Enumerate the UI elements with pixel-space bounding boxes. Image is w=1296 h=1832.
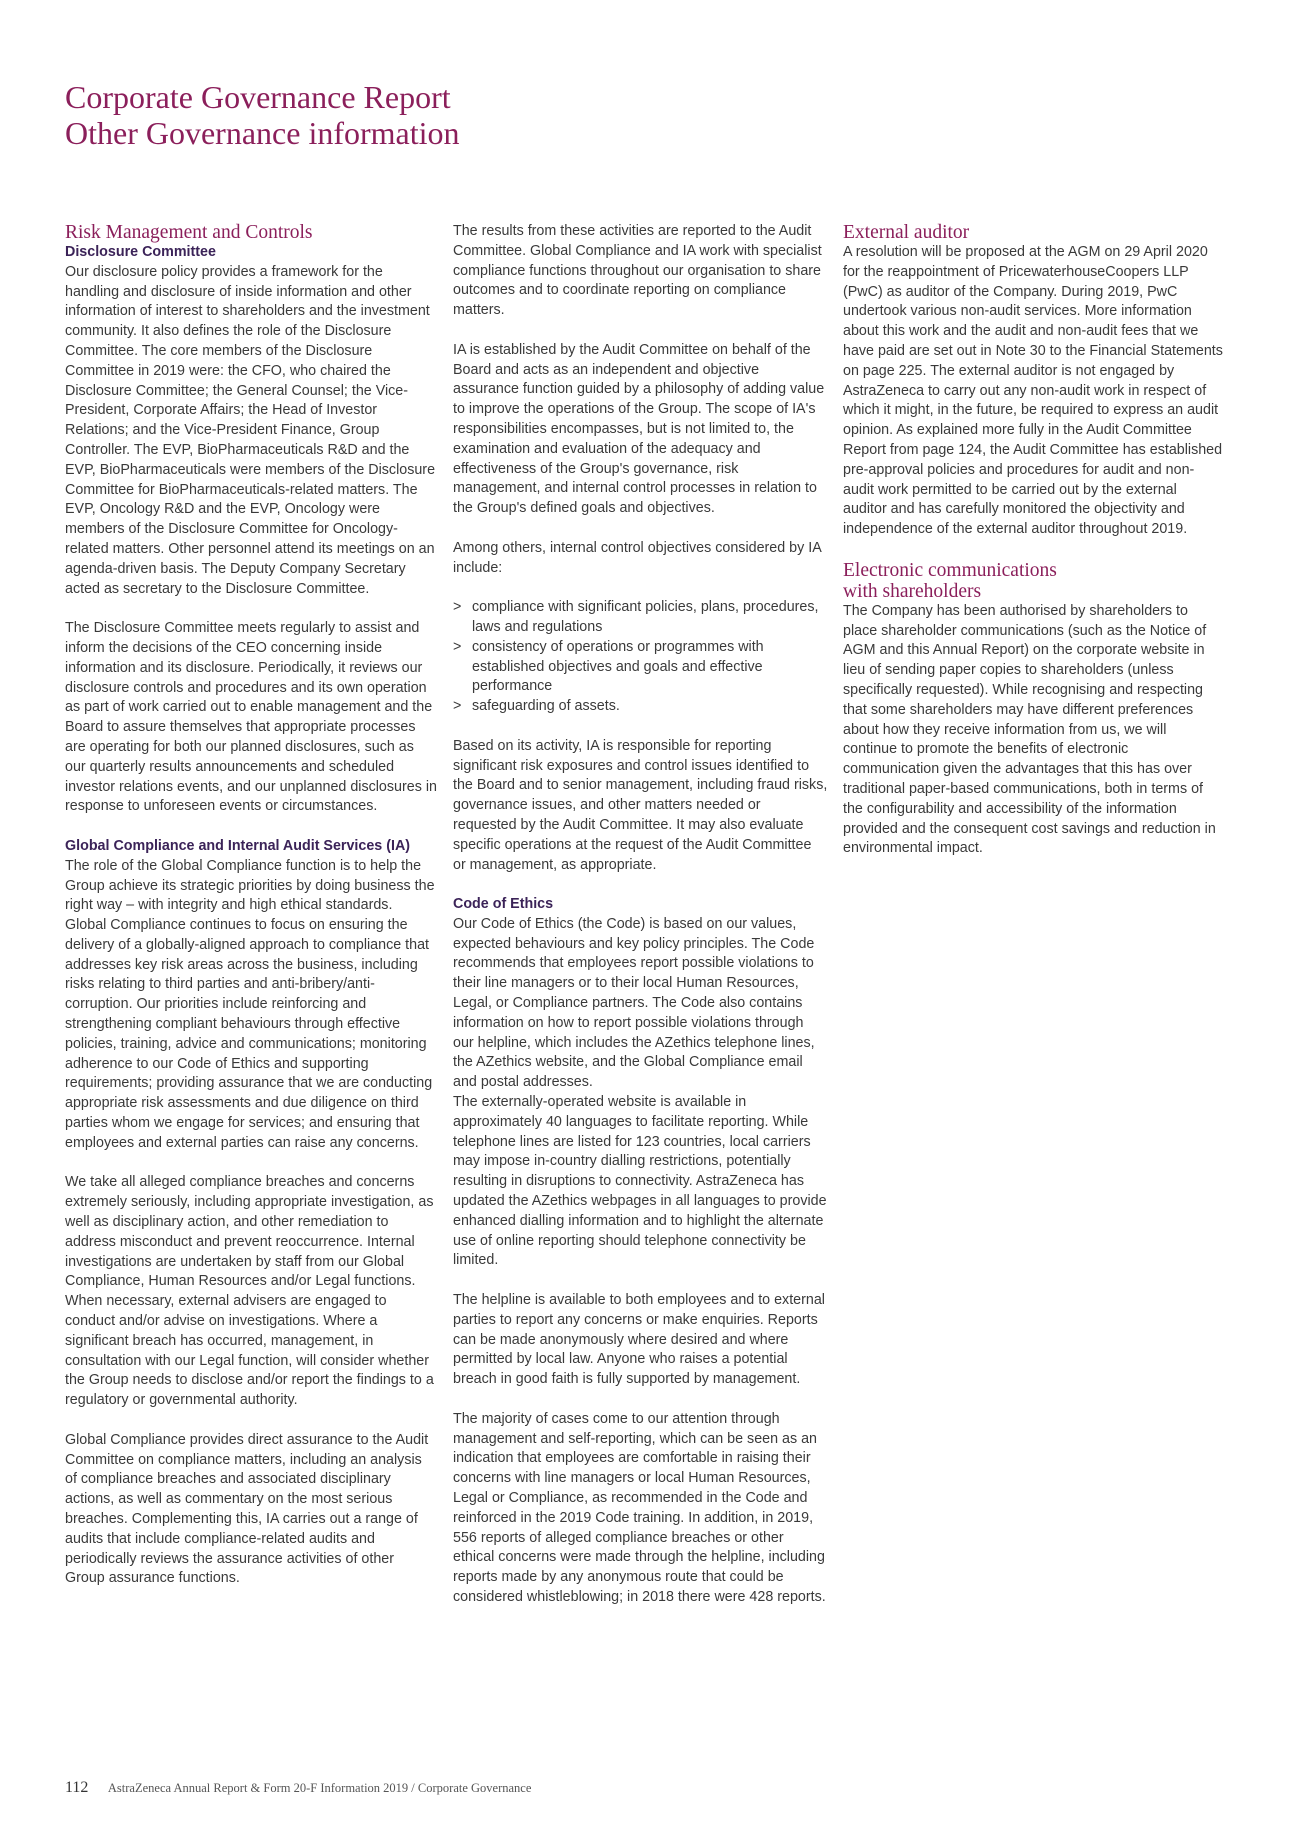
section-title-external-auditor: External auditor bbox=[843, 222, 970, 243]
paragraph: Our disclosure policy provides a framework for the handling and disclosure of inside information and other information of interest to shareholders and the investment community. It also defines the role of the Disclosure Committee. The core members of the Disclosure Committee in 2019 were: the CFO, who chaired the Disclosure Committee; the General Counsel; the Vice-President, Corporate Affairs; the Head of Investor Relations; and the Vice-President Finance, Group Controller. The EVP, BioPharmaceuticals R&D and the EVP, BioPharmaceuticals were members of the Disclosure Committee for BioPharmaceuticals-related matters. The EVP, Oncology R&D and the EVP, Oncology were members of the Disclosure Committee for Oncology-related matters. Other personnel attend its meetings on an agenda-driven basis. The Deputy Company Secretary acted as secretary to the Disclosure Committee. bbox=[65, 263, 436, 597]
report-subtitle: Other Governance information bbox=[65, 115, 460, 151]
list-item-text: consistency of operations or programmes with established objectives and goals and effective performance bbox=[472, 638, 764, 695]
list-item bbox=[453, 638, 828, 697]
column-middle bbox=[453, 222, 828, 1608]
paragraph: Among others, internal control objectives considered by IA include: bbox=[453, 539, 821, 576]
footer-text: AstraZeneca Annual Report & Form 20-F Information 2019 / Corporate Governance bbox=[107, 1781, 532, 1795]
control-objectives-list bbox=[453, 598, 828, 717]
bullet-marker: > bbox=[453, 638, 462, 655]
paragraph: The helpline is available to both employees and to external parties to report any concerns or make enquiries. Reports can be made anonymously where desired and where permitted by local law. Anyone who raises a potential breach in good faith is fully supported by management. bbox=[453, 1292, 825, 1388]
paragraph: The Company has been authorised by shareholders to place shareholder communications (such as the Notice of AGM and this Annual Report) on the corporate website in lieu of sending paper copies to shareholders (unless specifically requested). While recognising and respecting that some shareholders may have different preferences about how they receive information from us, we will continue to promote the benefits of electronic communication given the advantages that this has over traditional paper-based communications, both in terms of the configurability and accessibility of the information provided and the consequent cost savings and reduction in environmental impact. bbox=[843, 602, 1216, 857]
page-footer bbox=[65, 1779, 531, 1797]
paragraph: A resolution will be proposed at the AGM on 29 April 2020 for the reappointment of PricewaterhouseCoopers LLP (PwC) as auditor of the Company. During 2019, PwC undertook various non-audit services. More information about this work and the audit and non-audit fees that we have paid are set out in Note 30 to the Financial Statements on page 225. The external auditor is not engaged by AstraZeneca to carry out any non-audit work in respect of which it might, in the future, be required to express an audit opinion. As explained more fully in the Audit Committee Report from page 124, the Audit Committee has established pre-approval policies and procedures for audit and non-audit work permitted to be carried out by the external auditor and has carefully monitored the objectivity and independence of the external auditor throughout 2019. bbox=[843, 244, 1223, 538]
section-title-line: Electronic communications bbox=[843, 559, 1057, 581]
section-title-electronic-communications bbox=[843, 560, 1223, 602]
report-title: Corporate Governance Report bbox=[65, 79, 451, 115]
subheading-global-compliance: Global Compliance and Internal Audit Services (IA) bbox=[65, 837, 411, 854]
paragraph: Global Compliance provides direct assurance to the Audit Committee on compliance matters, including an analysis of compliance breaches and associated disciplinary actions, as well as commentary on the most serious breaches. Complementing this, IA carries out a range of audits that include compliance-related audits and periodically reviews the assurance activities of other Group assurance functions. bbox=[65, 1431, 429, 1587]
paragraph: The role of the Global Compliance function is to help the Group achieve its strategic priorities by doing business the right way – with integrity and high ethical standards. Global Compliance continues to focus on ensuring the delivery of a globally-aligned approach to compliance that addresses key risk areas across the business, including risks relating to third parties and anti-bribery/anti-corruption. Our priorities include reinforcing and strengthening compliant behaviours through effective policies, training, advice and communications; monitoring adherence to our Code of Ethics and supporting requirements; providing assurance that we are conducting appropriate risk assessments and due diligence on third parties whom we engage for services; and ensuring that employees and external parties can raise any concerns. bbox=[65, 857, 435, 1151]
section-title-risk-management: Risk Management and Controls bbox=[65, 222, 313, 243]
list-item bbox=[453, 598, 828, 638]
list-item-text: safeguarding of assets. bbox=[472, 698, 620, 715]
list-item bbox=[453, 697, 828, 717]
subheading-disclosure-committee: Disclosure Committee bbox=[65, 244, 216, 260]
subheading-code-of-ethics: Code of Ethics bbox=[453, 896, 554, 913]
section-title-line: with shareholders bbox=[843, 580, 982, 602]
bullet-marker: > bbox=[453, 599, 462, 616]
page-title bbox=[65, 79, 460, 151]
paragraph: The externally-operated website is available in approximately 40 languages to facilitate reporting. While telephone lines are listed for 123 countries, local carriers may impose in-country dialling restrictions, potentially resulting in disruptions to connectivity. AstraZeneca has updated the AZethics webpages in all languages to provide enhanced dialling information and to highlight the alternate use of online reporting should telephone connectivity be limited. bbox=[453, 1094, 827, 1269]
paragraph: The results from these activities are reported to the Audit Committee. Global Compliance and IA work with specialist compliance functions throughout our organisation to share outcomes and to coordinate reporting on compliance matters. bbox=[453, 223, 822, 319]
bullet-marker: > bbox=[453, 698, 462, 715]
column-left bbox=[65, 222, 437, 1589]
paragraph: IA is established by the Audit Committee on behalf of the Board and acts as an independent and objective assurance function guided by a philosophy of adding value to improve the operations of the Group. The scope of IA's responsibilities encompasses, but is not limited to, the examination and evaluation of the adequacy and effectiveness of the Group's governance, risk management, and internal control processes in relation to the Group's defined goals and objectives. bbox=[453, 341, 825, 517]
paragraph: Based on its activity, IA is responsible for reporting significant risk exposures and control issues identified to the Board and to senior management, including fraud risks, governance issues, and other matters needed or requested by the Audit Committee. It may also evaluate specific operations at the request of the Audit Committee or management, as appropriate. bbox=[453, 737, 828, 873]
page-number: 112 bbox=[65, 1779, 89, 1796]
list-item-text: compliance with significant policies, plans, procedures, laws and regulations bbox=[472, 599, 819, 635]
paragraph: We take all alleged compliance breaches and concerns extremely seriously, including appropriate investigation, as well as disciplinary action, and other remediation to address misconduct and prevent reoccurrence. Internal investigations are undertaken by staff from our Global Compliance, Human Resources and/or Legal functions. When necessary, external advisers are engaged to conduct and/or advise on investigations. Where a significant breach has occurred, management, in consultation with our Legal function, will consider whether the Group needs to disclose and/or report the findings to a regulatory or governmental authority. bbox=[65, 1174, 434, 1409]
paragraph: The majority of cases come to our attention through management and self-reporting, which can be seen as an indication that employees are comfortable in raising their concerns with line managers or local Human Resources, Legal or Compliance, as recommended in the Code and reinforced in the 2019 Code training. In addition, in 2019, 556 reports of alleged compliance breaches or other ethical concerns were made through the helpline, including reports made by any anonymous route that could be considered whistleblowing; in 2018 there were 428 reports. bbox=[453, 1410, 826, 1605]
column-right bbox=[843, 222, 1223, 859]
paragraph: The Disclosure Committee meets regularly to assist and inform the decisions of the CEO concerning inside information and its disclosure. Periodically, it reviews our disclosure controls and procedures and its own operation as part of work carried out to enable management and the Board to assure themselves that appropriate processes are operating for both our planned disclosures, such as our quarterly results announcements and scheduled investor relations events, and our unplanned disclosures in response to unforeseen events or circumstances. bbox=[65, 620, 437, 815]
paragraph: Our Code of Ethics (the Code) is based on our values, expected behaviours and key policy principles. The Code recommends that employees report possible violations to their line managers or to their local Human Resources, Legal, or Compliance partners. The Code also contains information on how to report possible violations through our helpline, which includes the AZethics telephone lines, the AZethics website, and the Global Compliance email and postal addresses. bbox=[453, 915, 815, 1091]
